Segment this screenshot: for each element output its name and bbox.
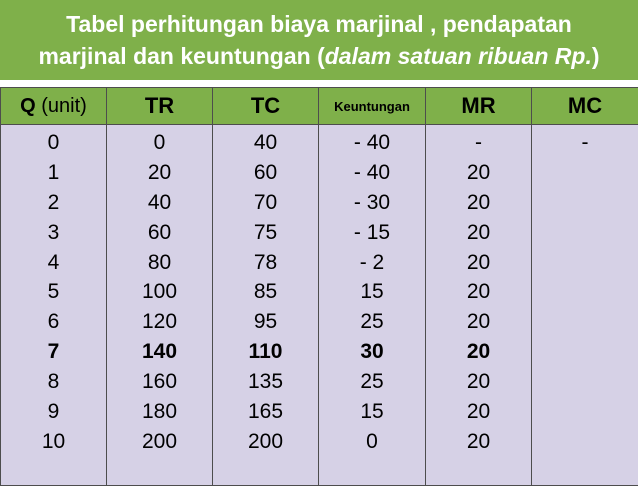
cell-q-3: 3 <box>1 218 106 248</box>
cell-tc-6: 95 <box>213 307 318 337</box>
title-line-2-prefix: marjinal dan keuntungan ( <box>38 43 324 69</box>
header-tr: TR <box>107 88 213 125</box>
cell-profit-10: 0 <box>319 427 425 457</box>
data-row <box>1 125 638 486</box>
cell-tr-5: 100 <box>107 277 212 307</box>
cell-tr-7: 140 <box>107 337 212 367</box>
cell-profit-1: - 40 <box>319 158 425 188</box>
cell-profit-0: - 40 <box>319 128 425 158</box>
cell-q-7: 7 <box>1 337 106 367</box>
cell-profit-3: - 15 <box>319 218 425 248</box>
cell-q-0: 0 <box>1 128 106 158</box>
header-q-symbol: Q <box>20 95 36 117</box>
cell-tc-2: 70 <box>213 188 318 218</box>
cell-mr-7: 20 <box>426 337 531 367</box>
cell-tr-4: 80 <box>107 248 212 278</box>
cell-q-1: 1 <box>1 158 106 188</box>
cell-q-2: 2 <box>1 188 106 218</box>
cell-tc-7: 110 <box>213 337 318 367</box>
column-q <box>1 125 107 486</box>
title-line-1: Tabel perhitungan biaya marjinal , pendapatan <box>66 8 572 40</box>
header-q-unit: (unit) <box>36 95 87 117</box>
cell-profit-7: 30 <box>319 337 425 367</box>
cell-tr-8: 160 <box>107 367 212 397</box>
cell-mr-5: 20 <box>426 277 531 307</box>
cell-mr-6: 20 <box>426 307 531 337</box>
cell-tr-0: 0 <box>107 128 212 158</box>
cell-tc-8: 135 <box>213 367 318 397</box>
cell-q-6: 6 <box>1 307 106 337</box>
cell-mc-0: - <box>532 128 638 158</box>
title-line-2 <box>38 40 599 72</box>
cell-tr-1: 20 <box>107 158 212 188</box>
cell-mr-1: 20 <box>426 158 531 188</box>
cell-mr-10: 20 <box>426 427 531 457</box>
header-mr: MR <box>426 88 532 125</box>
cell-profit-6: 25 <box>319 307 425 337</box>
table-title <box>0 0 638 80</box>
cell-q-10: 10 <box>1 427 106 457</box>
cell-tc-3: 75 <box>213 218 318 248</box>
cell-tc-10: 200 <box>213 427 318 457</box>
header-q <box>1 88 107 125</box>
cell-tr-3: 60 <box>107 218 212 248</box>
cell-tr-10: 200 <box>107 427 212 457</box>
cell-tr-9: 180 <box>107 397 212 427</box>
cell-tc-4: 78 <box>213 248 318 278</box>
cell-mr-0: - <box>426 128 531 158</box>
cell-q-8: 8 <box>1 367 106 397</box>
cell-tr-2: 40 <box>107 188 212 218</box>
cell-tc-9: 165 <box>213 397 318 427</box>
column-profit <box>319 125 426 486</box>
cell-tr-6: 120 <box>107 307 212 337</box>
title-line-2-italic: dalam satuan ribuan Rp. <box>325 43 592 69</box>
cell-profit-8: 25 <box>319 367 425 397</box>
cell-mr-4: 20 <box>426 248 531 278</box>
cell-q-4: 4 <box>1 248 106 278</box>
header-mc: MC <box>532 88 638 125</box>
cell-profit-9: 15 <box>319 397 425 427</box>
cell-mr-3: 20 <box>426 218 531 248</box>
cell-tc-5: 85 <box>213 277 318 307</box>
cell-mr-2: 20 <box>426 188 531 218</box>
cell-profit-5: 15 <box>319 277 425 307</box>
cell-tc-1: 60 <box>213 158 318 188</box>
header-row <box>1 88 638 125</box>
header-profit: Keuntungan <box>319 88 426 125</box>
cell-mr-9: 20 <box>426 397 531 427</box>
column-mr <box>426 125 532 486</box>
marginal-cost-table <box>0 87 638 486</box>
cell-q-9: 9 <box>1 397 106 427</box>
cell-mr-8: 20 <box>426 367 531 397</box>
cell-q-5: 5 <box>1 277 106 307</box>
column-mc <box>532 125 638 486</box>
column-tr <box>107 125 213 486</box>
title-line-2-suffix: ) <box>592 43 600 69</box>
header-tc: TC <box>213 88 319 125</box>
cell-profit-4: - 2 <box>319 248 425 278</box>
cell-profit-2: - 30 <box>319 188 425 218</box>
cell-tc-0: 40 <box>213 128 318 158</box>
column-tc <box>213 125 319 486</box>
